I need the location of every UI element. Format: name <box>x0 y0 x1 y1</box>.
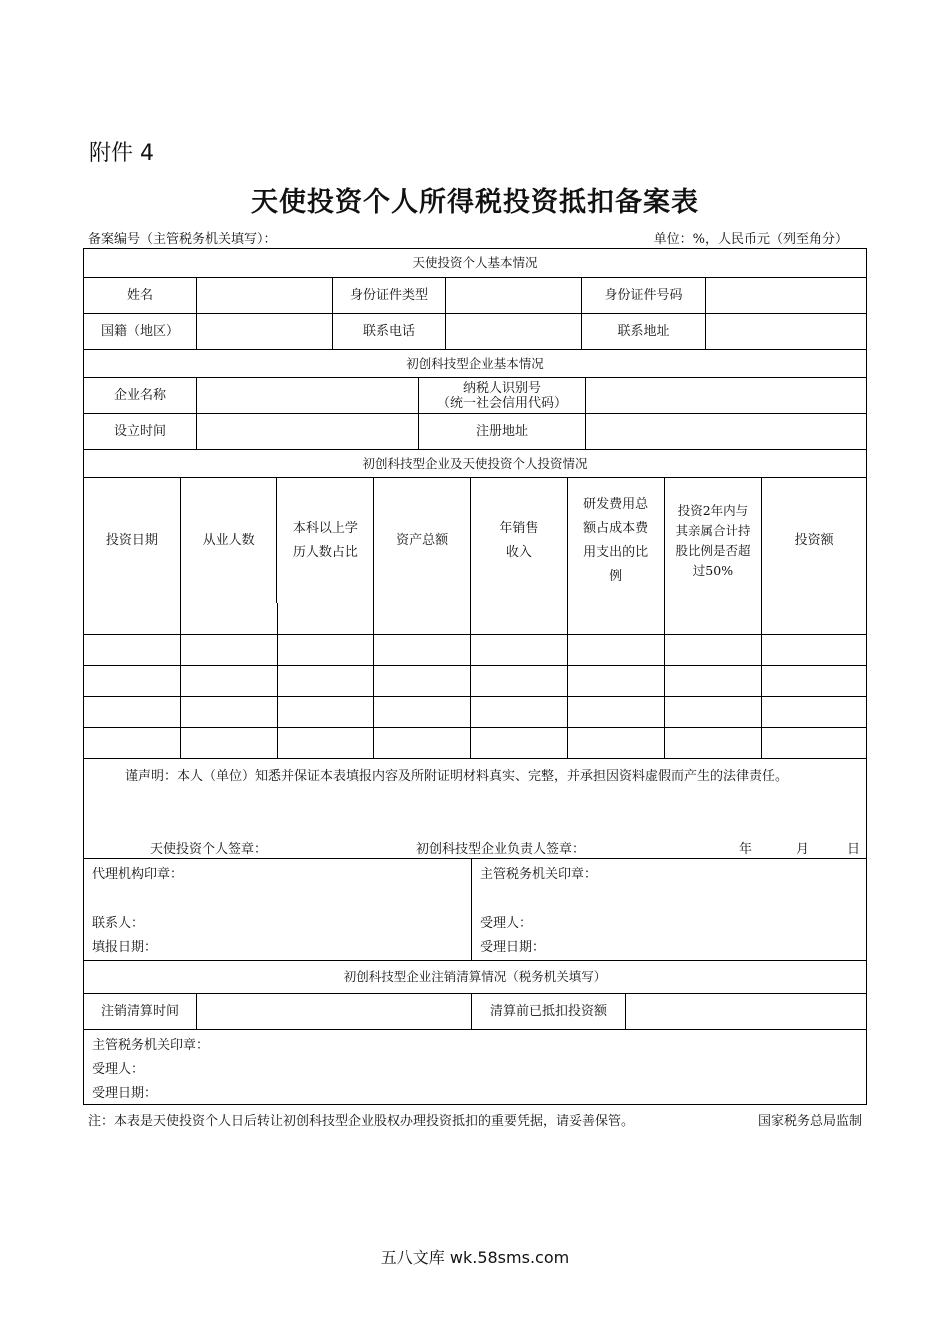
seal-block <box>84 858 866 960</box>
company-name-label: 企业名称 <box>113 387 166 403</box>
investment-data-cell[interactable] <box>470 728 567 758</box>
section-investor-header: 天使投资个人基本情况 <box>412 255 538 270</box>
investment-data-cell[interactable] <box>470 697 567 727</box>
investment-data-row <box>84 665 866 696</box>
investment-data-cell[interactable] <box>470 603 567 634</box>
investment-data-cell[interactable] <box>84 697 180 727</box>
investment-data-cell[interactable] <box>373 603 470 634</box>
final-receiver-label: 受理人： <box>92 1062 145 1077</box>
investment-data-cell[interactable] <box>761 728 866 758</box>
investment-data-cell[interactable] <box>277 697 374 727</box>
established-field[interactable] <box>196 414 418 449</box>
investment-data-cell[interactable] <box>373 635 470 665</box>
agency-seal-label: 代理机构印章： <box>92 867 184 882</box>
footnote: 注：本表是天使投资个人日后转让初创科技型企业股权办理投资抵扣的重要凭据，请妥善保管。 <box>88 1114 635 1129</box>
col-employees: 从业人数 <box>180 478 277 603</box>
id-number-label: 身份证件号码 <box>581 278 705 313</box>
investment-data-row <box>84 696 866 727</box>
investment-data-cell[interactable] <box>180 728 277 758</box>
phone-field[interactable] <box>445 314 581 349</box>
investment-data-cell[interactable] <box>664 728 762 758</box>
name-field[interactable] <box>196 278 332 313</box>
investor-signature-label: 天使投资个人签章： <box>150 842 268 857</box>
reg-address-field[interactable] <box>585 414 866 449</box>
col-annual-sales: 年销售收入 <box>470 478 567 603</box>
final-receive-date-label: 受理日期： <box>92 1086 158 1101</box>
supervisor-label: 国家税务总局监制 <box>757 1114 862 1129</box>
liquidation-header-row <box>84 961 866 993</box>
col-invest-amount: 投资额 <box>761 478 866 603</box>
receive-date-label: 受理日期： <box>480 940 546 955</box>
date-month-label: 月 <box>796 842 810 857</box>
investment-data-cell[interactable] <box>180 666 277 696</box>
investment-data-cell[interactable] <box>84 728 180 758</box>
declaration-text: 谨声明：本人（单位）知悉并保证本表填报内容及所附证明材料真实、完整，并承担因资料虚假而产生的法律责任。 <box>125 769 789 784</box>
phone-label: 联系电话 <box>332 314 445 349</box>
investment-data-cell[interactable] <box>761 697 866 727</box>
investment-data-cell[interactable] <box>180 603 277 634</box>
investment-data-cell[interactable] <box>470 635 567 665</box>
deducted-before-label: 清算前已抵扣投资额 <box>471 994 625 1029</box>
investment-data-cell[interactable] <box>277 728 374 758</box>
contact-label: 联系人： <box>92 916 145 931</box>
id-type-label: 身份证件类型 <box>332 278 445 313</box>
investment-data-cell[interactable] <box>567 728 664 758</box>
company-head-signature-label: 初创科技型企业负责人签章： <box>416 842 586 857</box>
taxpayer-id-label-line2: （统一社会信用代码） <box>436 395 567 411</box>
investment-data-cell[interactable] <box>664 666 762 696</box>
investment-data-cell[interactable] <box>84 666 180 696</box>
deducted-before-field[interactable] <box>625 994 866 1029</box>
unit-label: 单位：%，人民币元（列至角分） <box>653 232 848 247</box>
section-company-header-row <box>84 349 866 377</box>
investment-data-cell[interactable] <box>84 603 180 634</box>
investment-data-cell[interactable] <box>567 697 664 727</box>
address-field[interactable] <box>705 314 866 349</box>
investment-data-cell[interactable] <box>373 728 470 758</box>
investment-data-cell[interactable] <box>567 603 664 634</box>
investment-data-row <box>84 727 866 758</box>
address-label: 联系地址 <box>581 314 705 349</box>
final-tax-seal-label: 主管税务机关印章： <box>92 1038 210 1053</box>
date-year-label: 年 <box>739 842 753 857</box>
attachment-label: 附件 4 <box>89 141 154 166</box>
cancel-time-field[interactable] <box>196 994 471 1029</box>
investment-data-cell[interactable] <box>761 635 866 665</box>
company-row-2 <box>84 413 866 449</box>
investment-data-cell[interactable] <box>84 635 180 665</box>
investment-data-rows <box>84 603 866 758</box>
nationality-field[interactable] <box>196 314 332 349</box>
nationality-label: 国籍（地区） <box>100 323 179 339</box>
final-seal-block[interactable] <box>84 1029 866 1104</box>
taxpayer-id-label <box>418 378 585 413</box>
investment-data-row <box>84 603 866 634</box>
section-investment-header-row <box>84 449 866 477</box>
investment-data-cell[interactable] <box>567 635 664 665</box>
taxpayer-id-field[interactable] <box>585 378 866 413</box>
id-type-field[interactable] <box>445 278 581 313</box>
investment-data-cell[interactable] <box>277 666 374 696</box>
liquidation-section <box>84 960 866 1029</box>
company-row-1 <box>84 377 866 413</box>
investment-column-header-row <box>84 477 866 603</box>
investment-data-cell[interactable] <box>761 666 866 696</box>
tax-seal-area[interactable] <box>471 859 866 960</box>
investment-data-row <box>84 634 866 665</box>
watermark-footer: 五八文库 wk.58sms.com <box>380 1248 570 1267</box>
investment-data-cell[interactable] <box>664 697 762 727</box>
liquidation-header: 初创科技型企业注销清算情况（税务机关填写） <box>343 969 607 984</box>
taxpayer-id-label-line1: 纳税人识别号 <box>462 380 541 396</box>
receiver-label: 受理人： <box>480 916 533 931</box>
record-number-label: 备案编号（主管税务机关填写）： <box>88 232 277 247</box>
tax-seal-label: 主管税务机关印章： <box>480 867 598 882</box>
liquidation-row <box>84 993 866 1029</box>
reg-address-label: 注册地址 <box>418 414 585 449</box>
investment-data-cell[interactable] <box>180 697 277 727</box>
investor-row-1 <box>84 277 866 313</box>
filing-form <box>83 248 867 1105</box>
declaration-block <box>84 758 866 858</box>
investment-data-cell[interactable] <box>761 603 866 634</box>
investment-data-cell[interactable] <box>277 635 374 665</box>
investment-data-cell[interactable] <box>373 666 470 696</box>
section-company-header: 初创科技型企业基本情况 <box>406 355 544 371</box>
investment-data-cell[interactable] <box>664 635 762 665</box>
cancel-time-label: 注销清算时间 <box>100 1003 179 1019</box>
investment-data-cell[interactable] <box>664 603 762 634</box>
company-name-field[interactable] <box>196 378 418 413</box>
date-day-label: 日 <box>847 842 861 857</box>
name-label: 姓名 <box>126 287 153 303</box>
section-investment-header: 初创科技型企业及天使投资个人投资情况 <box>362 455 588 471</box>
col-holding-over-50: 投资2年内与其亲属合计持股比例是否超过50% <box>664 478 762 603</box>
investment-data-cell[interactable] <box>567 666 664 696</box>
investment-data-cell[interactable] <box>277 603 374 634</box>
investment-data-cell[interactable] <box>180 635 277 665</box>
investment-data-cell[interactable] <box>470 666 567 696</box>
established-label: 设立时间 <box>113 423 166 439</box>
col-degree-ratio: 本科以上学历人数占比 <box>276 478 373 603</box>
investment-data-cell[interactable] <box>373 697 470 727</box>
col-invest-date: 投资日期 <box>105 532 158 548</box>
form-title: 天使投资个人所得税投资抵扣备案表 <box>251 187 699 218</box>
id-number-field[interactable] <box>705 278 866 313</box>
section-investor-header-row <box>84 249 866 277</box>
col-rd-ratio: 研发费用总额占成本费用支出的比例 <box>567 478 664 603</box>
agency-seal-area[interactable] <box>84 859 471 960</box>
col-total-assets: 资产总额 <box>373 478 470 603</box>
fill-date-label: 填报日期： <box>92 940 158 955</box>
investor-row-2 <box>84 313 866 349</box>
